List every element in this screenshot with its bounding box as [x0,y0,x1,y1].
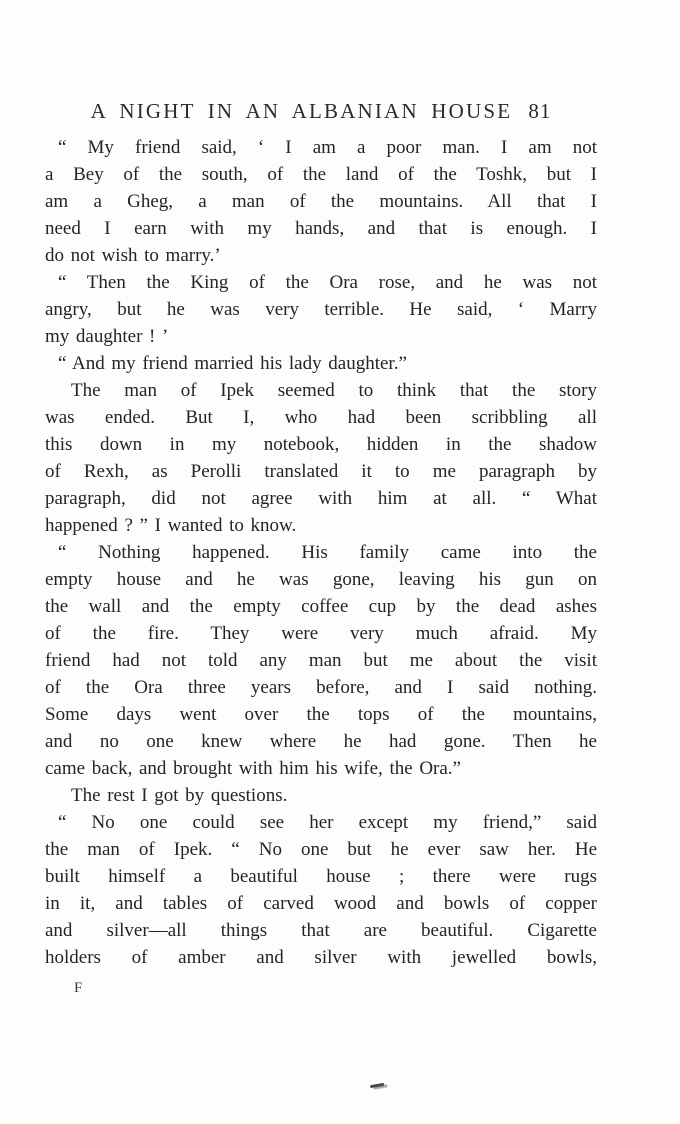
text-line: the wall and the empty coffee cup by the dead ashes [45,596,597,617]
text-line: do not wish to marry.’ [45,245,221,266]
paragraph [45,377,597,539]
text-line: in it, and tables of carved wood and bowls of copper [45,893,597,914]
paragraph [45,134,597,269]
text-line: was ended. But I, who had been scribbling all [45,407,597,428]
text-line: happened ? ” I wanted to know. [45,515,297,536]
paragraph [45,539,597,782]
text-line: of the Ora three years before, and I said nothing. [45,677,597,698]
text-line: need I earn with my hands, and that is enough. I [45,218,597,239]
text-line: am a Gheg, a man of the mountains. All that I [45,191,597,212]
running-title: A NIGHT IN AN ALBANIAN HOUSE [90,99,513,123]
text-line: my daughter ! ’ [45,326,169,347]
text-line: empty house and he was gone, leaving his gun on [45,569,597,590]
text-line: “ My friend said, ‘ I am a poor man. I am not [58,137,597,158]
text-line: “ No one could see her except my friend,” said [58,812,597,833]
text-line: paragraph, did not agree with him at all. “ What [45,488,597,509]
signature-mark: F [74,980,84,996]
text-line: holders of amber and silver with jewelled bowls, [45,947,597,968]
text-line: The man of Ipek seemed to think that the story [71,380,597,401]
paragraph [45,782,597,809]
text-block [45,134,597,971]
text-line: Some days went over the tops of the mountains, [45,704,597,725]
ink-smudge [370,1083,384,1088]
page-number: 81 [528,99,552,123]
text-line: the man of Ipek. “ No one but he ever saw her. He [45,839,597,860]
paragraph [45,350,597,377]
page-header [45,99,597,123]
paragraph [45,269,597,350]
text-line: “ Nothing happened. His family came into the [58,542,597,563]
text-line: “ And my friend married his lady daughter.” [58,353,407,374]
text-line: and silver—all things that are beautiful. Cigarette [45,920,597,941]
text-line: of Rexh, as Perolli translated it to me paragraph by [45,461,597,482]
text-line: a Bey of the south, of the land of the Toshk, but I [45,164,597,185]
text-line: and no one knew where he had gone. Then he [45,731,597,752]
text-line: “ Then the King of the Ora rose, and he was not [58,272,597,293]
text-line: this down in my notebook, hidden in the shadow [45,434,597,455]
text-line: built himself a beautiful house ; there were rugs [45,866,597,887]
paragraph [45,809,597,971]
text-column [45,99,597,971]
text-line: of the fire. They were very much afraid. My [45,623,597,644]
text-line: The rest I got by questions. [71,785,288,806]
text-line: friend had not told any man but me about the visit [45,650,597,671]
text-line: angry, but he was very terrible. He said, ‘ Marry [45,299,597,320]
text-line: came back, and brought with him his wife, the Ora.” [45,758,461,779]
